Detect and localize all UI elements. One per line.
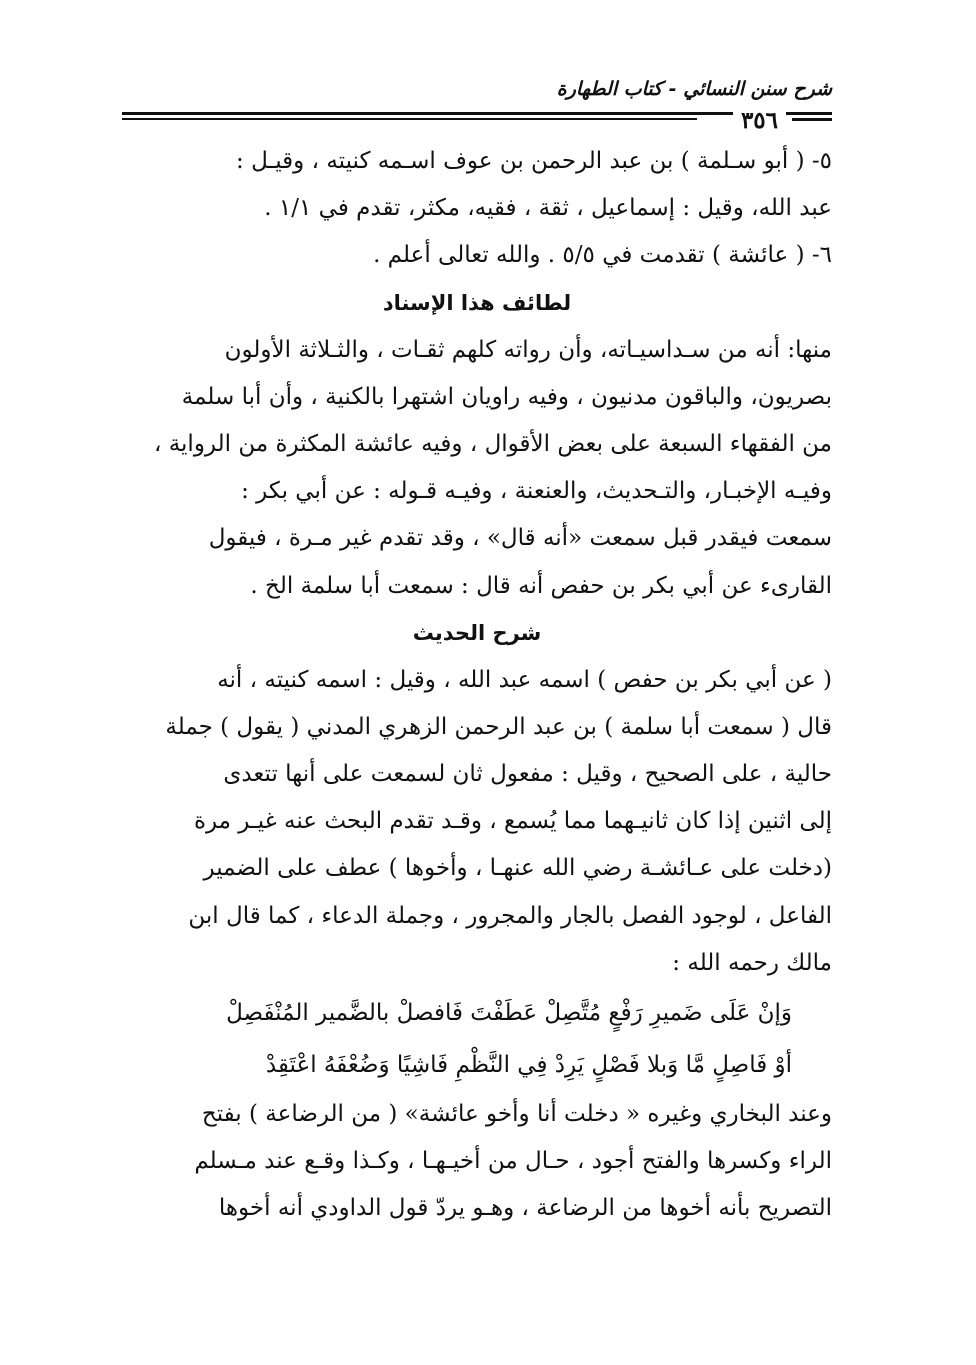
text-line: الفاعل ، لوجود الفصل بالجار والمجرور ، وجملة الدعاء ، كما قال ابن	[188, 902, 832, 929]
text-line: التصريح بأنه أخوها من الرضاعة ، وهـو يردّ قول الداودي أنه أخوها	[218, 1195, 832, 1222]
poetry-verse: أوْ فَاصِلٍ مَّا وَبلا فَصْلٍ يَرِدْ فِي النَّظْمِ فَاشِيًا وَضُعْفَهُ اعْتَقِدْ	[265, 1052, 792, 1078]
section-heading: لطائف هذا الإسناد	[382, 290, 572, 315]
page-body	[122, 138, 832, 1233]
text-line: قال ( سمعت أبا سلمة ) بن عبد الرحمن الزهري المدني ( يقول ) جملة	[165, 713, 832, 740]
text-line: بصريون، والباقون مدنيون ، وفيه راويان اشتهرا بالكنية ، وأن أبا سلمة	[181, 383, 832, 410]
text-line: ( عن أبي بكر بن حفص ) اسمه عبد الله ، وقيل : اسمه كنيته ، أنه	[217, 666, 832, 693]
text-line: الراء وكسرها والفتح أجود ، حـال من أخيـهـا ، وكـذا وقـع عند مـسلم	[194, 1148, 832, 1175]
page-header	[122, 70, 832, 134]
text-line: حالية ، على الصحيح ، وقيل : مفعول ثان لسمعت على أنها تتعدى	[223, 761, 832, 788]
poetry-verse: وَإنْ عَلَى ضَميرِ رَفْعٍ مُتَّصِلْ عَطَفْتَ فَافصلْ بالضَّمير المُنْفَصِلْ	[226, 1000, 792, 1026]
text-line: منها: أنه من سـداسيـاته، وأن رواته كلهم ثقـات ، والثـلاثة الأولون	[224, 336, 832, 363]
text-line: وفيـه الإخبـار، والتـحديث، والعنعنة ، وفيـه قـوله : عن أبي بكر :	[241, 478, 832, 505]
text-line: إلى اثنين إذا كان ثانيـهما مما يُسمع ، وقـد تقدم البحث عنه غيـر مرة	[193, 808, 832, 835]
header-rule-lower	[122, 118, 697, 120]
page-number: ٣٥٦	[733, 107, 786, 134]
text-line: القارىء عن أبي بكر بن حفص أنه قال : سمعت أبا سلمة الخ .	[250, 572, 832, 599]
text-line: مالك رحمه الله :	[672, 949, 832, 976]
narrator-entry-5: ٥- ( أبو سـلمة ) بن عبد الرحمن بن عوف اسـمه كنيته ، وقيـل :	[236, 148, 832, 174]
header-rule	[122, 112, 832, 115]
text-line: سمعت فيقدر قبل سمعت «أنه قال» ، وقد تقدم غير مـرة ، فيقول	[208, 525, 832, 552]
running-title: شرح سنن النسائي - كتاب الطهارة	[556, 78, 832, 100]
text-line: من الفقهاء السبعة على بعض الأقوال ، وفيه عائشة المكثرة من الرواية ،	[153, 430, 832, 457]
text-line: وعند البخاري وغيره « دخلت أنا وأخو عائشة» ( من الرضاعة ) بفتح	[201, 1101, 832, 1127]
narrator-entry-6: ٦- ( عائشة ) تقدمت في ٥/٥ . والله تعالى أعلم .	[373, 242, 832, 269]
text-line: (دخلت على عـائشـة رضي الله عنهـا ، وأخوها ) عطف على الضمير	[203, 855, 832, 882]
text-line: عبد الله، وقيل : إسماعيل ، ثقة ، فقيه، مكثر، تقدم في ١/١ .	[264, 195, 832, 222]
section-heading: شرح الحديث	[412, 620, 542, 645]
header-rule-short	[792, 118, 832, 121]
